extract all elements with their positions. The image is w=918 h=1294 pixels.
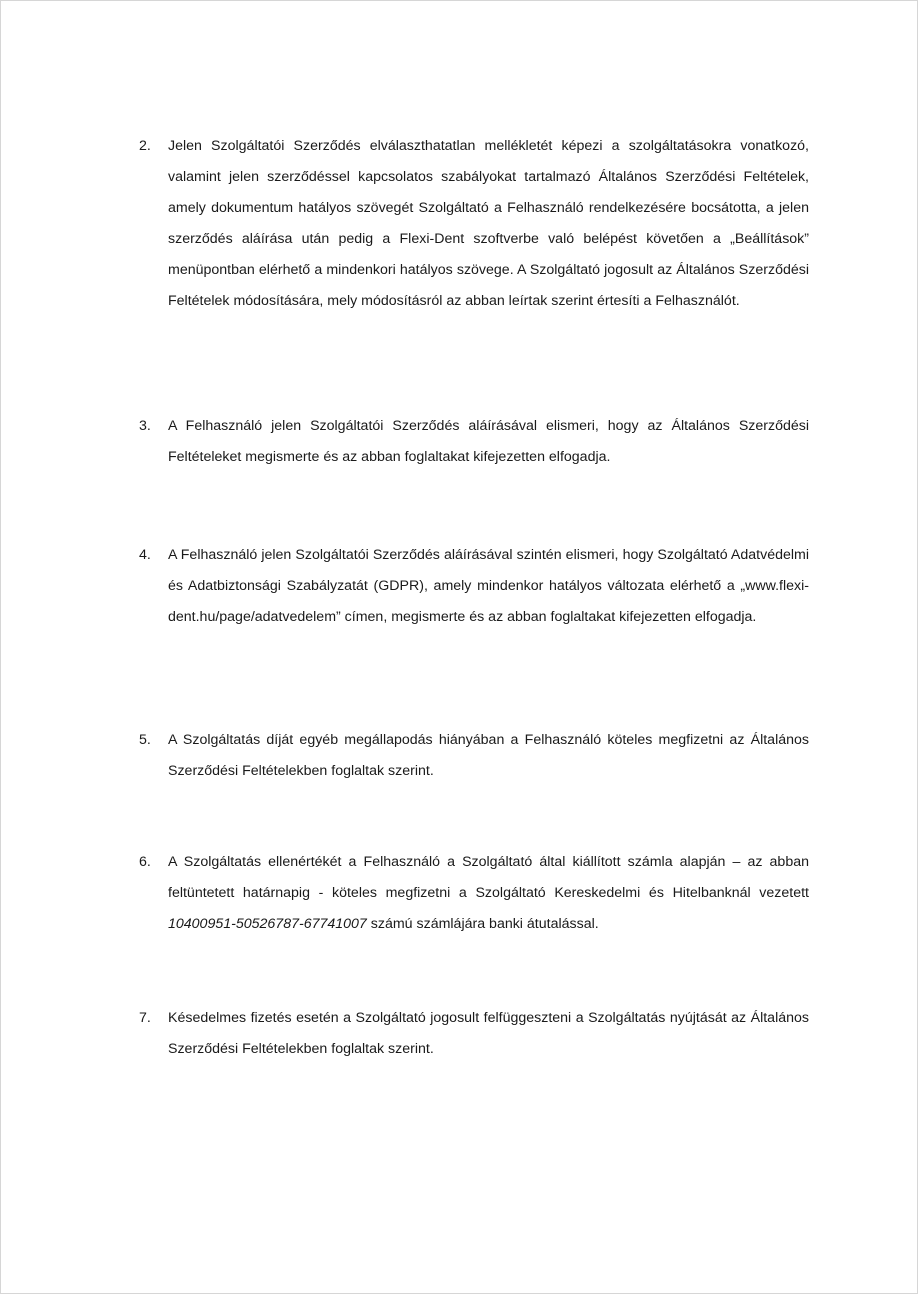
- clause-4: [139, 540, 809, 633]
- clause-3: [139, 411, 809, 473]
- clause-7: [139, 1003, 809, 1065]
- clause-number: 6.: [139, 854, 151, 870]
- clause-text: A Szolgáltatás díját egyéb megállapodás hiányában a Felhasználó köteles megfizetni az Általános Szerződési Feltételekben foglaltak szerint.: [168, 732, 809, 779]
- clause-5: [139, 725, 809, 787]
- clause-text: [168, 847, 809, 940]
- clause-text: Jelen Szolgáltatói Szerződés elválaszthatatlan mellékletét képezi a szolgáltatásokra vonatkozó, valamint jelen szerződéssel kapcsolatos szabályokat tartalmazó Általános Szerződési Feltételek, amely dokumentum hatályos szövegét Szolgáltató a Felhasználó rendelkezésére bocsátotta, a jelen szerződés aláírása után pedig a Flexi-Dent szoftverbe való belépést követően a „Beállítások” menüpontban elérhető a mindenkori hatályos szövege. A Szolgáltató jogosult az Általános Szerződési Feltételek módosítására, mely módosításról az abban leírtak szerint értesíti a Felhasználót.: [168, 138, 809, 309]
- clause-text: A Felhasználó jelen Szolgáltatói Szerződés aláírásával szintén elismeri, hogy Szolgáltató Adatvédelmi és Adatbiztonsági Szabályzatát (GDPR), amely mindenkor hatályos változata elérhető a „www.flexi-dent.hu/page/adatvedelem” címen, megismerte és az abban foglaltakat kifejezetten elfogadja.: [168, 547, 809, 625]
- clause-number: 7.: [139, 1010, 151, 1026]
- clause-number: 4.: [139, 547, 151, 563]
- clause-number: 3.: [139, 418, 151, 434]
- clause-text: Késedelmes fizetés esetén a Szolgáltató jogosult felfüggeszteni a Szolgáltatás nyújtását az Általános Szerződési Feltételekben foglaltak szerint.: [168, 1010, 809, 1057]
- clause-2: [139, 131, 809, 317]
- clause-number: 5.: [139, 732, 151, 748]
- clause-text-after: számú számlájára banki átutalással.: [370, 916, 599, 932]
- clause-number: 2.: [139, 138, 151, 154]
- bank-account-number: 10400951-50526787-67741007: [168, 916, 367, 932]
- clause-6: [139, 847, 809, 940]
- clause-text: A Felhasználó jelen Szolgáltatói Szerződés aláírásával elismeri, hogy az Általános Szerződési Feltételeket megismerte és az abban foglaltakat kifejezetten elfogadja.: [168, 418, 809, 465]
- clause-text-before: A Szolgáltatás ellenértékét a Felhasználó a Szolgáltató által kiállított számla alapján – az abban feltüntetett határnapig - köteles megfizetni a Szolgáltató Kereskedelmi és Hitelbanknál vezetett: [168, 854, 809, 901]
